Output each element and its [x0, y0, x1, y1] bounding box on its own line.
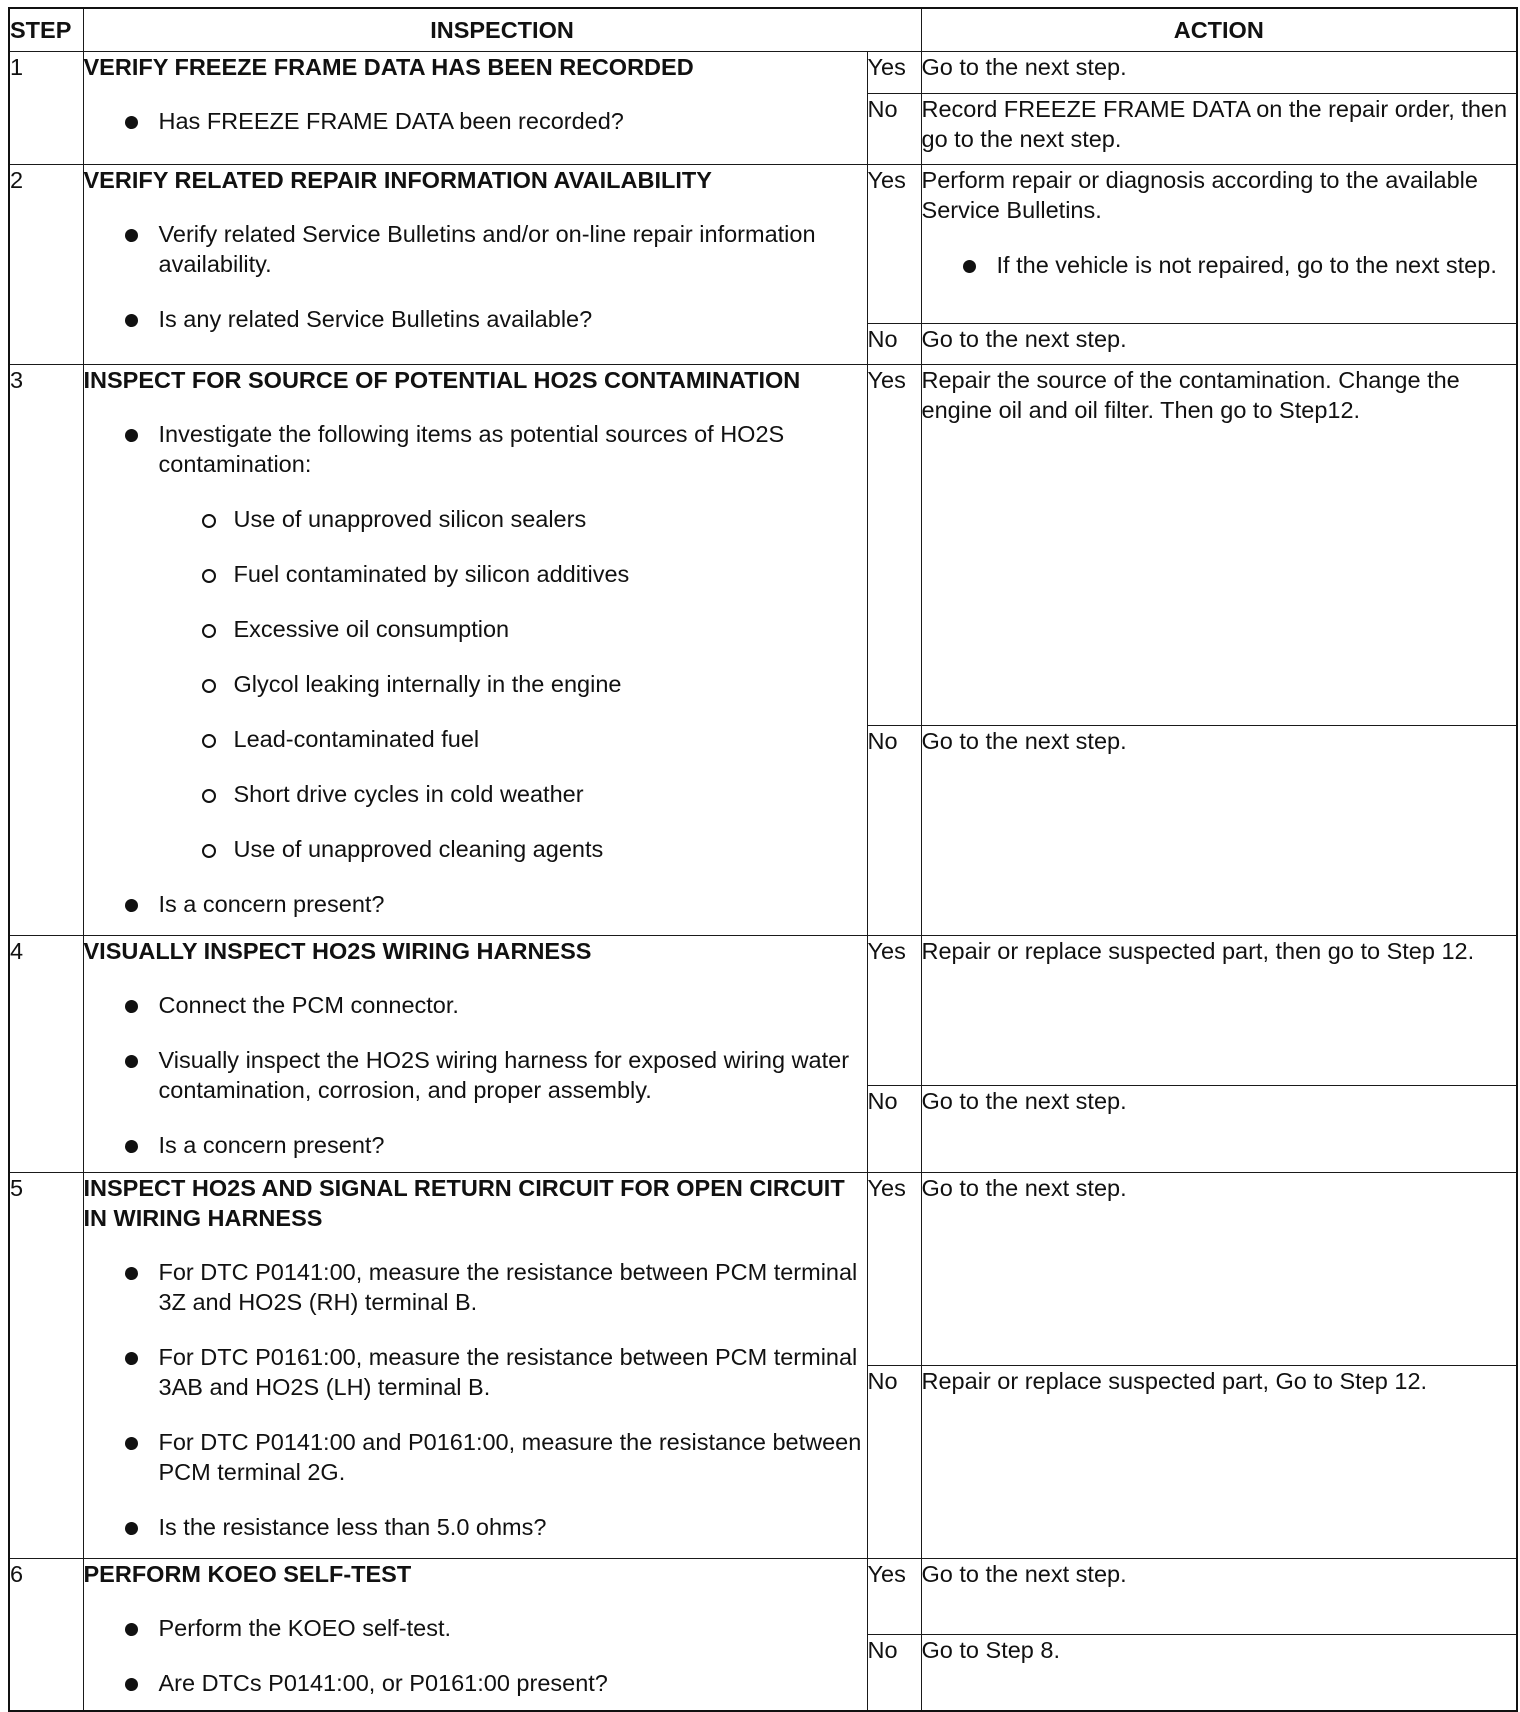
step-2-yes-row	[9, 165, 1517, 324]
step-title: VERIFY RELATED REPAIR INFORMATION AVAILABILITY	[83, 167, 712, 193]
ring-bullet-icon	[202, 514, 216, 528]
bullet-item: Visually inspect the HO2S wiring harness for exposed wiring water contamination, corrosion, and proper assembly.	[159, 1045, 867, 1105]
bullet-icon	[125, 229, 138, 242]
bullet-icon	[125, 1522, 138, 1535]
bullet-list	[84, 419, 867, 919]
diagnostic-table	[8, 7, 1518, 1712]
step-title: VISUALLY INSPECT HO2S WIRING HARNESS	[83, 938, 592, 964]
step-title: PERFORM KOEO SELF-TEST	[83, 1561, 412, 1587]
bullet-icon	[125, 1140, 138, 1153]
bullet-item: Investigate the following items as potential sources of HO2S contamination: Use of unapproved silicon sealers Fuel contaminated by silicon additives Excessive oil consumption Glycol leaking internally in the engine Lead-contaminated fuel Short drive cycles in cold weather Use of unapproved cleaning agents	[159, 419, 867, 864]
bullet-item: For DTC P0161:00, measure the resistance between PCM terminal 3AB and HO2S (LH) terminal B.	[159, 1342, 867, 1402]
no-label: No	[867, 726, 921, 936]
step-6-yes-row	[9, 1559, 1517, 1635]
ring-bullet-icon	[202, 789, 216, 803]
sub-bullet-item: Glycol leaking internally in the engine	[234, 669, 867, 699]
header-row	[9, 8, 1517, 52]
sub-bullet-list	[159, 504, 867, 864]
bullet-icon	[125, 1437, 138, 1450]
step-1-yes-row	[9, 52, 1517, 94]
step-number: 5	[9, 1173, 83, 1559]
bullet-icon	[125, 1623, 138, 1636]
bullet-icon	[125, 314, 138, 327]
bullet-item: Connect the PCM connector.	[159, 990, 867, 1020]
yes-action: Go to the next step.	[921, 1173, 1517, 1366]
bullet-item: Is the resistance less than 5.0 ohms?	[159, 1512, 867, 1542]
step-number: 6	[9, 1559, 83, 1711]
no-action: Record FREEZE FRAME DATA on the repair order, then go to the next step.	[921, 94, 1517, 165]
bullet-icon	[963, 260, 976, 273]
step-5-inspection	[83, 1173, 867, 1559]
no-action: Go to Step 8.	[921, 1635, 1517, 1711]
no-label: No	[867, 324, 921, 365]
no-action: Repair or replace suspected part, Go to Step 12.	[921, 1366, 1517, 1559]
step-number: 1	[9, 52, 83, 165]
bullet-icon	[125, 899, 138, 912]
bullet-icon	[125, 1678, 138, 1691]
bullet-item: If the vehicle is not repaired, go to the next step.	[997, 250, 1517, 280]
sub-bullet-item: Fuel contaminated by silicon additives	[234, 559, 867, 589]
ring-bullet-icon	[202, 569, 216, 583]
no-label: No	[867, 1086, 921, 1173]
step-number: 2	[9, 165, 83, 365]
step-number: 3	[9, 365, 83, 936]
bullet-item: Perform the KOEO self-test.	[159, 1613, 867, 1643]
bullet-icon	[125, 1055, 138, 1068]
no-action: Go to the next step.	[921, 324, 1517, 365]
ring-bullet-icon	[202, 734, 216, 748]
bullet-icon	[125, 429, 138, 442]
bullet-item: For DTC P0141:00, measure the resistance between PCM terminal 3Z and HO2S (RH) terminal B.	[159, 1257, 867, 1317]
step-6-inspection	[83, 1559, 867, 1711]
bullet-list	[84, 1613, 867, 1698]
bullet-item: Are DTCs P0141:00, or P0161:00 present?	[159, 1668, 867, 1698]
bullet-item: Verify related Service Bulletins and/or on-line repair information availability.	[159, 219, 867, 279]
bullet-item: Is a concern present?	[159, 889, 867, 919]
yes-label: Yes	[867, 365, 921, 726]
bullet-icon	[125, 1000, 138, 1013]
step-title: INSPECT FOR SOURCE OF POTENTIAL HO2S CONTAMINATION	[83, 367, 801, 393]
step-title: VERIFY FREEZE FRAME DATA HAS BEEN RECORDED	[83, 54, 694, 80]
bullet-icon	[125, 1267, 138, 1280]
ring-bullet-icon	[202, 844, 216, 858]
diagnostic-procedure-sheet	[8, 7, 1516, 1703]
yes-action: Go to the next step.	[921, 1559, 1517, 1635]
header-action: ACTION	[921, 8, 1517, 52]
bullet-item: Is a concern present?	[159, 1130, 867, 1160]
header-inspection: INSPECTION	[83, 8, 921, 52]
no-label: No	[867, 1635, 921, 1711]
bullet-item: Is any related Service Bulletins available?	[159, 304, 867, 334]
yes-action: Repair the source of the contamination. Change the engine oil and oil filter. Then go to Step12.	[921, 365, 1517, 726]
step-1-inspection	[83, 52, 867, 165]
no-label: No	[867, 94, 921, 165]
yes-action: Perform repair or diagnosis according to the available Service Bulletins.	[921, 167, 1478, 223]
bullet-item: For DTC P0141:00 and P0161:00, measure the resistance between PCM terminal 2G.	[159, 1427, 867, 1487]
no-action: Go to the next step.	[921, 726, 1517, 936]
sub-bullet-item: Use of unapproved cleaning agents	[234, 834, 867, 864]
bullet-list	[84, 106, 867, 136]
sub-bullet-item: Short drive cycles in cold weather	[234, 779, 867, 809]
step-4-yes-row	[9, 936, 1517, 1086]
ring-bullet-icon	[202, 679, 216, 693]
sub-bullet-item: Excessive oil consumption	[234, 614, 867, 644]
step-5-yes-row	[9, 1173, 1517, 1366]
sub-bullet-item: Lead-contaminated fuel	[234, 724, 867, 754]
yes-action-cell	[921, 165, 1517, 324]
header-step: STEP	[9, 8, 83, 52]
yes-label: Yes	[867, 165, 921, 324]
bullet-list	[84, 219, 867, 334]
bullet-item: Has FREEZE FRAME DATA been recorded?	[159, 106, 867, 136]
ring-bullet-icon	[202, 624, 216, 638]
bullet-icon	[125, 116, 138, 129]
yes-label: Yes	[867, 936, 921, 1086]
no-label: No	[867, 1366, 921, 1559]
step-3-inspection	[83, 365, 867, 936]
sub-bullet-item: Use of unapproved silicon sealers	[234, 504, 867, 534]
yes-label: Yes	[867, 52, 921, 94]
yes-label: Yes	[867, 1173, 921, 1366]
step-2-inspection	[83, 165, 867, 365]
bullet-list	[84, 990, 867, 1160]
step-4-inspection	[83, 936, 867, 1173]
yes-action: Go to the next step.	[921, 52, 1517, 94]
step-title: INSPECT HO2S AND SIGNAL RETURN CIRCUIT FOR OPEN CIRCUIT IN WIRING HARNESS	[83, 1175, 845, 1231]
bullet-icon	[125, 1352, 138, 1365]
yes-label: Yes	[867, 1559, 921, 1635]
step-number: 4	[9, 936, 83, 1173]
step-3-yes-row	[9, 365, 1517, 726]
yes-action: Repair or replace suspected part, then go to Step 12.	[921, 936, 1517, 1086]
no-action: Go to the next step.	[921, 1086, 1517, 1173]
bullet-list	[84, 1257, 867, 1542]
bullet-list	[922, 250, 1517, 280]
